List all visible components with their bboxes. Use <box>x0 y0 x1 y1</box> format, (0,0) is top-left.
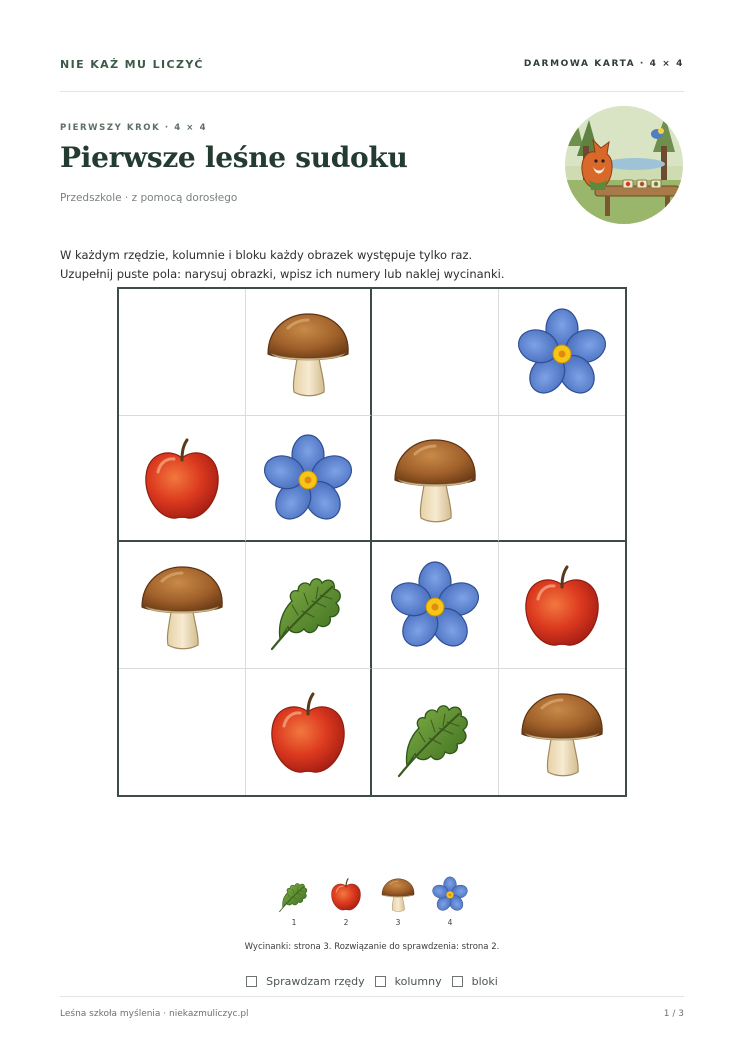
card-tag: DARMOWA KARTA · 4 × 4 <box>523 59 684 69</box>
mushroom-icon <box>512 682 612 782</box>
empty-grid-cell[interactable] <box>372 289 499 416</box>
grid-cell <box>372 542 499 669</box>
grid-cell <box>119 542 246 669</box>
check-label: bloki <box>471 975 498 988</box>
grid-cell <box>119 416 246 543</box>
flower-icon <box>512 302 612 402</box>
legend-item <box>426 874 474 927</box>
page-header <box>60 58 684 74</box>
empty-grid-cell[interactable] <box>119 289 246 416</box>
page-number: 1 / 3 <box>663 1009 684 1019</box>
legend-number: 4 <box>447 918 453 927</box>
legend-number: 3 <box>395 918 401 927</box>
kicker: PIERWSZY KROK · 4 × 4 <box>60 123 208 133</box>
footer-divider <box>60 996 684 997</box>
sudoku-grid <box>117 287 627 797</box>
empty-grid-cell[interactable] <box>119 669 246 796</box>
header-divider <box>60 91 684 92</box>
leaf-icon <box>258 555 358 655</box>
mushroom-icon <box>258 302 358 402</box>
flower-icon <box>258 428 358 528</box>
legend-number: 2 <box>343 918 349 927</box>
apple-icon <box>326 874 366 914</box>
apple-icon <box>132 428 232 528</box>
grid-cell <box>246 289 373 416</box>
legend-item <box>322 874 370 927</box>
legend <box>270 874 474 927</box>
legend-item <box>374 874 422 927</box>
apple-icon <box>512 555 612 655</box>
checklist <box>0 975 744 988</box>
grid-cell <box>246 542 373 669</box>
instruction-line: W każdym rzędzie, kolumnie i bloku każdy obrazek występuje tylko raz. <box>60 248 473 262</box>
cutouts-note: Wycinanki: strona 3. Rozwiązanie do sprawdzenia: strona 2. <box>244 942 500 952</box>
checkbox[interactable] <box>375 976 386 987</box>
footer-site: Leśna szkoła myślenia · niekazmuliczyc.pl <box>60 1009 249 1019</box>
instructions <box>60 246 504 284</box>
flower-icon <box>430 874 470 914</box>
check-columns[interactable] <box>375 975 442 988</box>
fox-illustration-icon <box>565 106 683 224</box>
grid-cell <box>499 542 626 669</box>
check-rows[interactable] <box>246 975 365 988</box>
mushroom-icon <box>378 874 418 914</box>
flower-icon <box>385 555 485 655</box>
grid-cell <box>372 416 499 543</box>
instruction-line: Uzupełnij puste pola: narysuj obrazki, wpisz ich numery lub naklej wycinanki. <box>60 267 505 281</box>
apple-icon <box>258 682 358 782</box>
grid-cell <box>246 669 373 796</box>
brand-name: NIE KAŻ MU LICZYĆ <box>60 58 204 71</box>
grid-cell <box>499 289 626 416</box>
checkbox[interactable] <box>452 976 463 987</box>
check-blocks[interactable] <box>452 975 498 988</box>
legend-item <box>270 874 318 927</box>
grid-cell <box>499 669 626 796</box>
grid-cell <box>372 669 499 796</box>
mushroom-icon <box>385 428 485 528</box>
leaf-icon <box>274 874 314 914</box>
legend-number: 1 <box>291 918 297 927</box>
mushroom-icon <box>132 555 232 655</box>
checkbox[interactable] <box>246 976 257 987</box>
empty-grid-cell[interactable] <box>499 416 626 543</box>
check-label: kolumny <box>394 975 442 988</box>
grid-cell <box>246 416 373 543</box>
leaf-icon <box>385 682 485 782</box>
page-subtitle: Przedszkole · z pomocą dorosłego <box>60 192 238 204</box>
check-label: Sprawdzam rzędy <box>266 975 365 988</box>
page-title: Pierwsze leśne sudoku <box>60 141 408 174</box>
